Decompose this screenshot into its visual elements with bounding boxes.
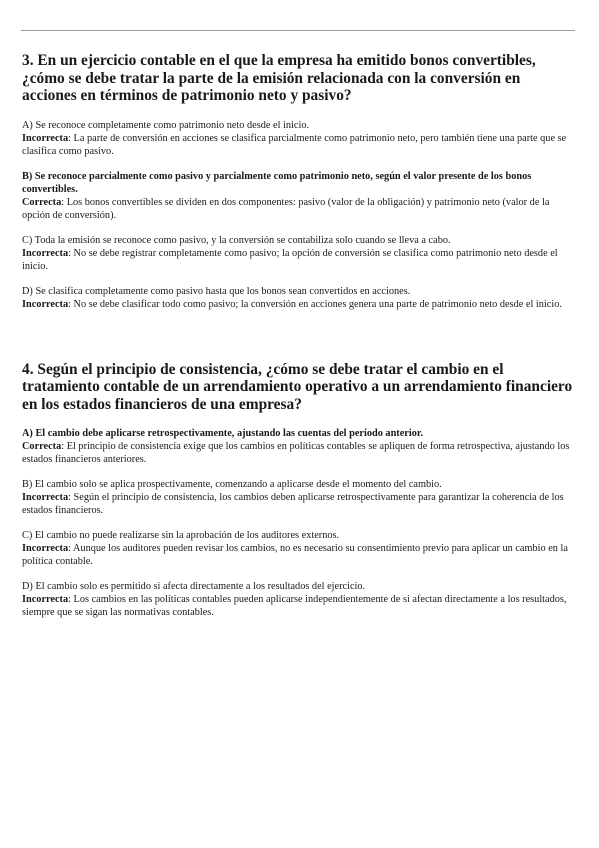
- option-text: B) El cambio solo se aplica prospectivamente, comenzando a aplicarse desde el momento del cambio.: [22, 479, 442, 490]
- feedback-label: Correcta: [22, 196, 62, 208]
- option-text: B) Se reconoce parcialmente como pasivo y parcialmente como patrimonio neto, según el valor presente de los bonos convertibles.: [22, 170, 532, 195]
- feedback-label: Incorrecta: [22, 543, 69, 554]
- feedback-text: : No se debe registrar completamente como pasivo; la opción de conversión se clasifica como patrimonio neto desde el inicio.: [22, 247, 558, 272]
- question-3: [22, 52, 577, 311]
- feedback-text: : Según el principio de consistencia, los cambios deben aplicarse retrospectivamente para garantizar la coherencia de los estados financieros.: [22, 492, 564, 516]
- feedback-text: : Aunque los auditores pueden revisar los cambios, no es necesario su consentimiento previo para aplicar un cambio en la política contable.: [22, 543, 568, 567]
- answer-option-d: [22, 580, 577, 619]
- answer-option-c: [22, 234, 577, 273]
- answer-option-a: [22, 119, 577, 158]
- question-title: 3. En un ejercicio contable en el que la empresa ha emitido bonos convertibles, ¿cómo se debe tratar la parte de la emisión relacionada con la conversión en acciones en términos de patrimonio neto y pasivo?: [22, 52, 536, 104]
- feedback-text: : No se debe clasificar todo como pasivo; la conversión en acciones genera una parte de patrimonio neto desde el inicio.: [68, 298, 562, 310]
- feedback-text: : Los cambios en las políticas contables pueden aplicarse independientemente de si afectan directamente a los resultados, siempre que se sigan las normativas contables.: [22, 594, 567, 618]
- feedback-label: Incorrecta: [22, 492, 69, 503]
- answer-option-a: [22, 427, 577, 466]
- answer-option-b: [22, 170, 577, 222]
- option-text: A) Se reconoce completamente como patrimonio neto desde el inicio.: [22, 119, 310, 131]
- feedback-label: Incorrecta: [22, 132, 69, 144]
- feedback-label: Incorrecta: [22, 594, 69, 605]
- question-title: 4. Según el principio de consistencia, ¿cómo se debe tratar el cambio en el tratamiento contable de un arrendamiento operativo a un arrendamiento financiero en los estados financieros de una empresa?: [22, 360, 573, 413]
- document-body: [22, 52, 577, 631]
- feedback-text: : Los bonos convertibles se dividen en dos componentes: pasivo (valor de la obligación) y patrimonio neto (valor de la opción de conversión).: [22, 196, 550, 221]
- option-text: A) El cambio debe aplicarse retrospectivamente, ajustando las cuentas del período anterior.: [22, 428, 424, 439]
- option-text: D) El cambio solo es permitido si afecta directamente a los resultados del ejercicio.: [22, 581, 366, 592]
- answer-option-b: [22, 478, 577, 517]
- top-divider: [21, 30, 575, 31]
- option-text: C) Toda la emisión se reconoce como pasivo, y la conversión se contabiliza solo cuando se lleva a cabo.: [22, 234, 451, 246]
- answer-option-d: [22, 285, 577, 311]
- feedback-label: Correcta: [22, 441, 62, 452]
- answer-option-c: [22, 529, 577, 568]
- feedback-text: : El principio de consistencia exige que los cambios en políticas contables se apliquen de forma retrospectiva, ajustando los estados financieros anteriores.: [22, 441, 570, 465]
- feedback-label: Incorrecta: [22, 247, 69, 259]
- feedback-text: : La parte de conversión en acciones se clasifica parcialmente como patrimonio neto, pero también tiene una parte que se clasifica como pasivo.: [22, 132, 567, 157]
- option-text: C) El cambio no puede realizarse sin la aprobación de los auditores externos.: [22, 530, 340, 541]
- option-text: D) Se clasifica completamente como pasivo hasta que los bonos sean convertidos en acciones.: [22, 285, 411, 297]
- question-4: [22, 361, 577, 620]
- feedback-label: Incorrecta: [22, 298, 69, 310]
